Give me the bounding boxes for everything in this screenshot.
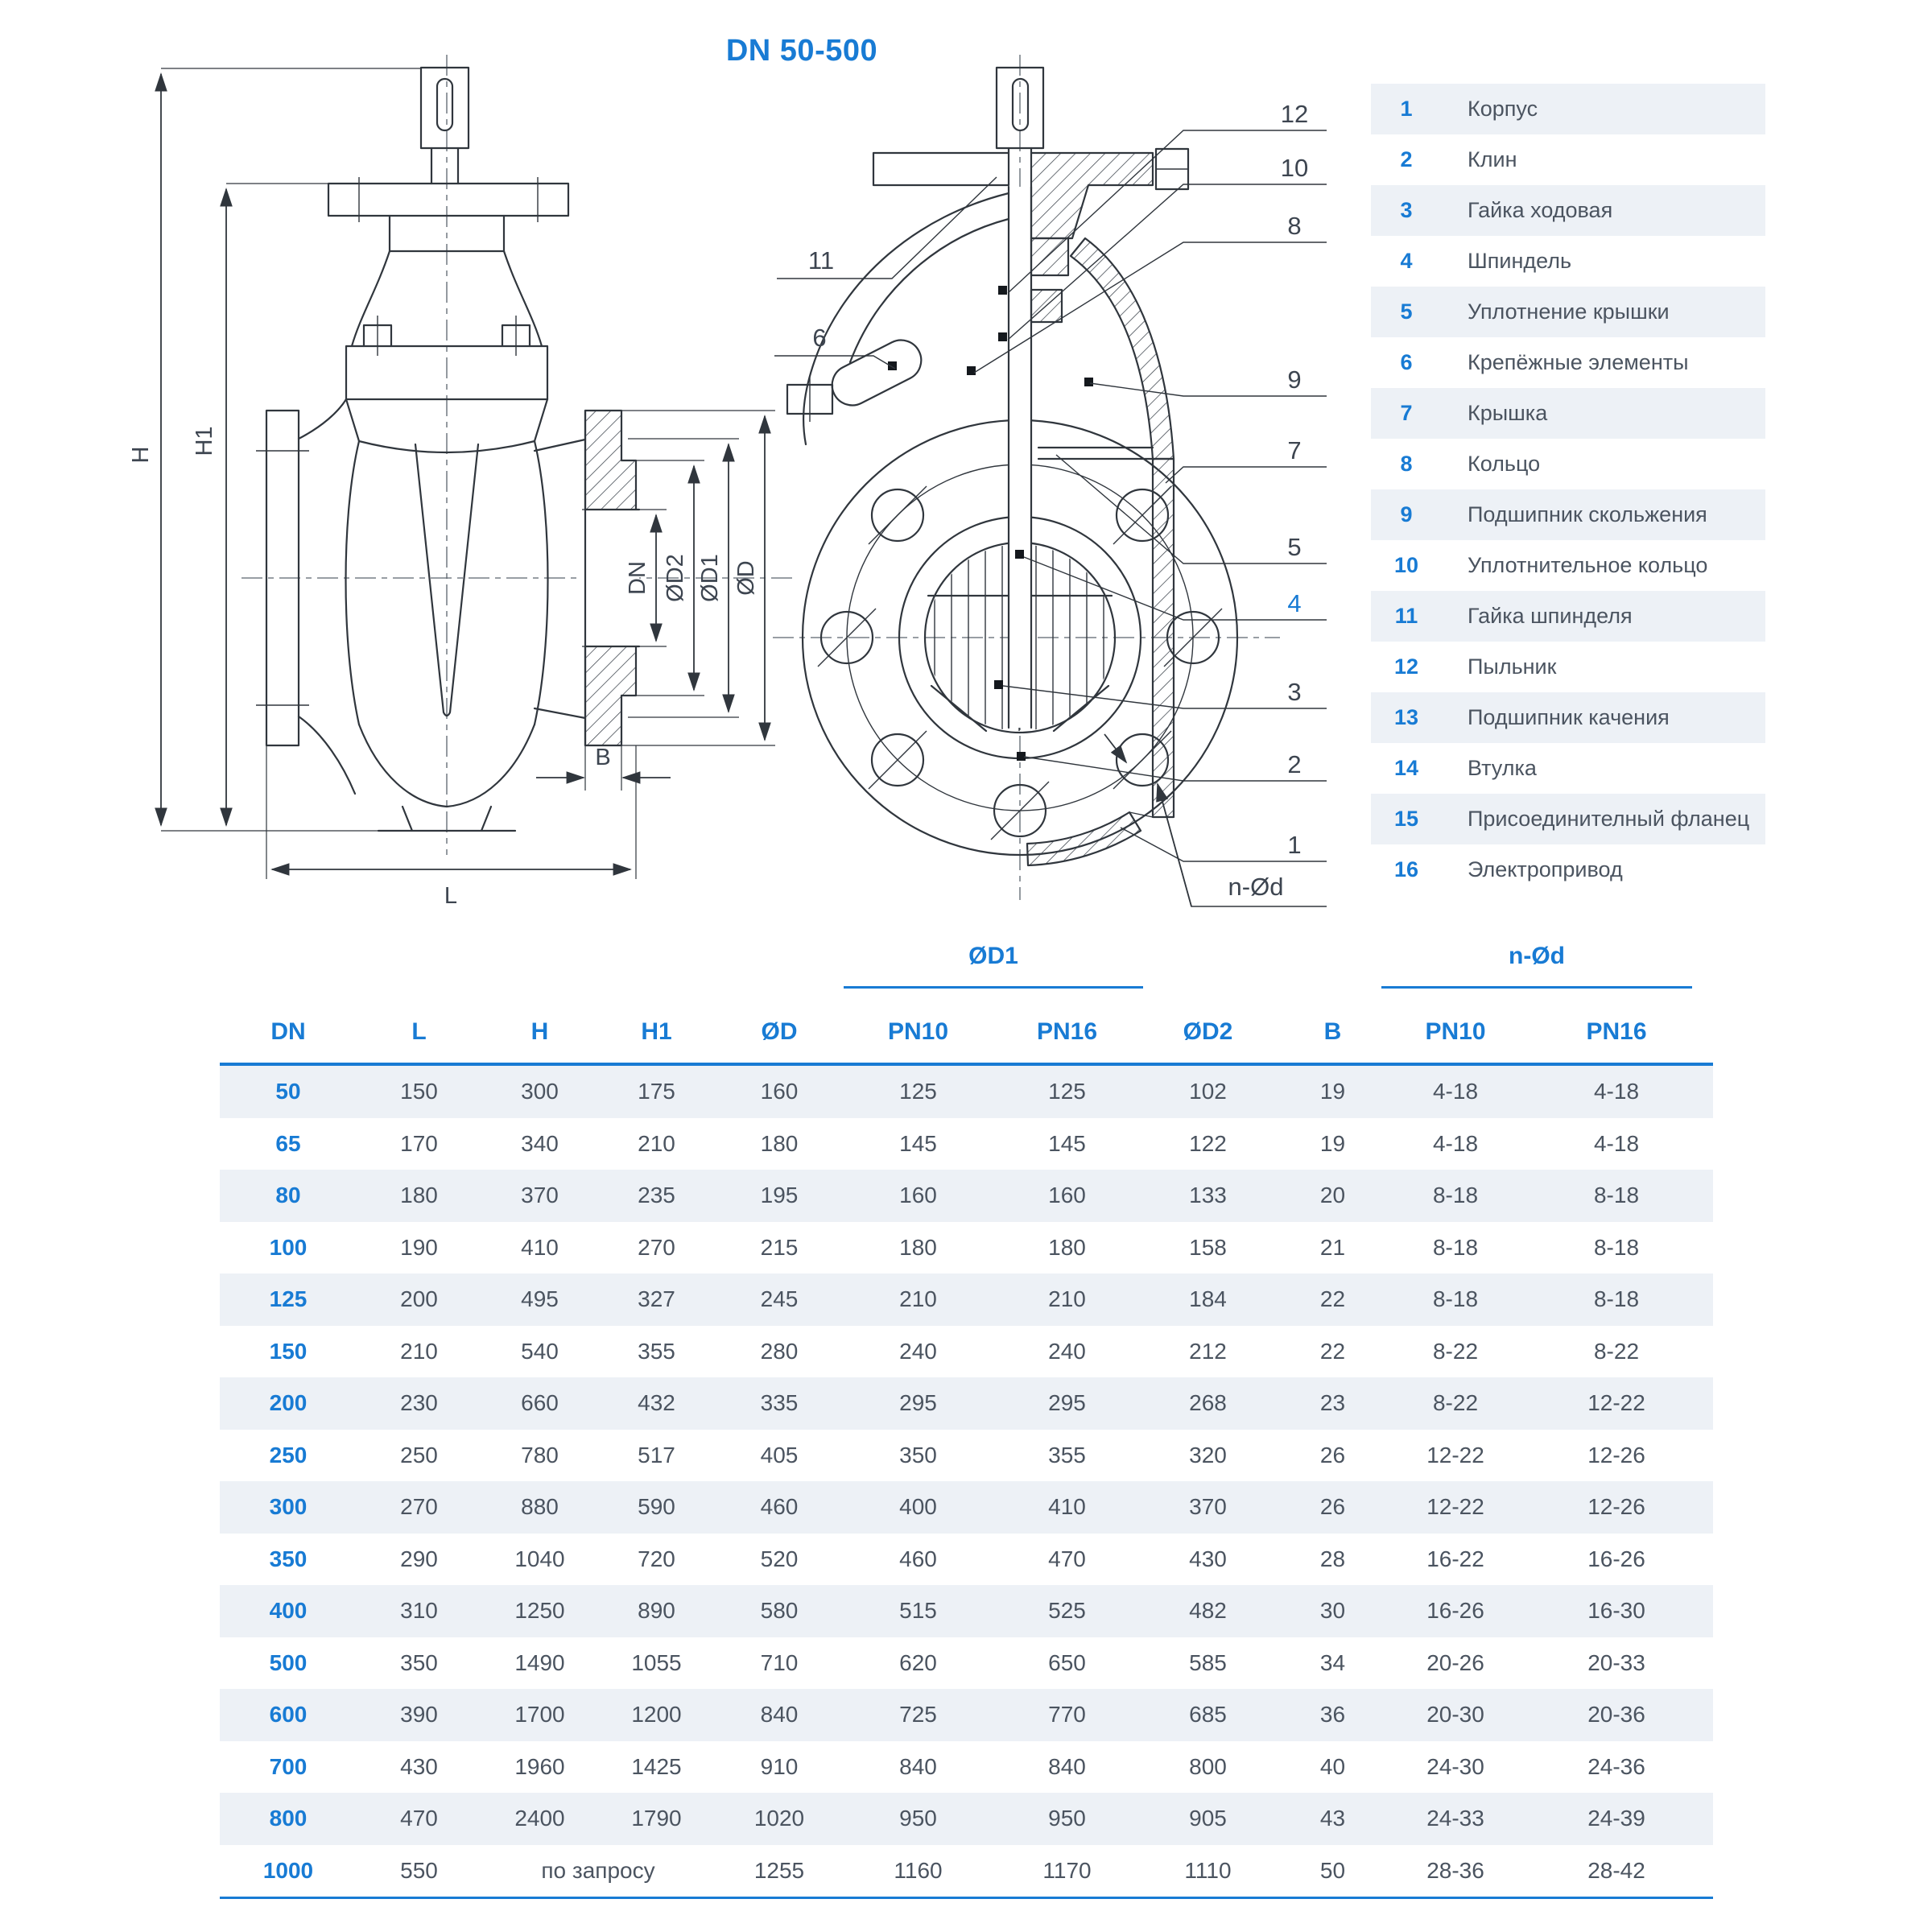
- legend-item-label: Кольцо: [1468, 452, 1541, 476]
- legend-row: [1371, 794, 1765, 844]
- table-cell: 43: [1319, 1806, 1346, 1831]
- legend-item-label: Присоединителный фланец: [1468, 807, 1750, 831]
- table-cell: 470: [1048, 1546, 1086, 1571]
- callout-12: 12: [1280, 100, 1309, 128]
- table-cell: 133: [1189, 1183, 1227, 1208]
- table-cell: 4-18: [1593, 1130, 1640, 1156]
- table-cell: 12-22: [1426, 1442, 1484, 1468]
- table-cell: 517: [638, 1442, 675, 1468]
- table-cell: 20-36: [1587, 1702, 1645, 1728]
- legend-item-number: 7: [1400, 401, 1413, 425]
- group-header-d1: ØD1: [968, 943, 1018, 969]
- callout-6: 6: [812, 324, 827, 352]
- legend-row: [1371, 844, 1765, 895]
- dim-label-h: H: [128, 446, 154, 464]
- legend-row: [1371, 591, 1765, 642]
- table-cell: 24-33: [1426, 1806, 1484, 1831]
- dim-label-d1: ØD1: [697, 554, 723, 602]
- callout-8: 8: [1287, 212, 1302, 240]
- table-row: [220, 1585, 1713, 1637]
- table-cell: 355: [1048, 1442, 1086, 1468]
- table-cell: 8-18: [1593, 1234, 1640, 1260]
- table-cell: 16-26: [1426, 1598, 1484, 1624]
- table-cell: 12-22: [1426, 1494, 1484, 1520]
- table-cell: 660: [521, 1390, 559, 1416]
- col-header-h: H: [530, 1018, 549, 1045]
- legend-item-number: 8: [1400, 452, 1413, 476]
- table-row: [220, 1845, 1713, 1897]
- table-cell: 910: [760, 1753, 799, 1779]
- table-cell: 1110: [1184, 1857, 1232, 1883]
- table-cell: 1170: [1042, 1857, 1092, 1883]
- legend-item-number: 5: [1400, 299, 1413, 324]
- table-cell: 36: [1319, 1702, 1346, 1728]
- table-row: [220, 1793, 1713, 1845]
- table-cell: 840: [899, 1753, 937, 1779]
- col-header-dn: DN: [270, 1018, 306, 1045]
- table-cell: 290: [400, 1546, 438, 1571]
- table-cell: 34: [1319, 1649, 1346, 1675]
- table-cell: 470: [400, 1806, 438, 1831]
- table-cell: 725: [899, 1702, 937, 1728]
- legend-row: [1371, 388, 1765, 439]
- table-cell: 180: [400, 1183, 438, 1208]
- table-cell: 160: [899, 1183, 937, 1208]
- table-cell: 21: [1319, 1234, 1346, 1260]
- table-cell: 8-18: [1432, 1286, 1479, 1312]
- table-cell: 28-36: [1426, 1857, 1484, 1883]
- table-cell: 520: [760, 1546, 799, 1571]
- table-cell: 19: [1319, 1130, 1346, 1156]
- table-cell: 1790: [631, 1806, 682, 1831]
- group-header-nod-line: [1381, 986, 1692, 989]
- table-cell: 26: [1319, 1442, 1346, 1468]
- table-cell: 340: [521, 1130, 559, 1156]
- valve-side-view: [128, 55, 793, 909]
- table-cell: 585: [1189, 1649, 1227, 1675]
- table-cell: 210: [638, 1130, 675, 1156]
- table-cell: 295: [1048, 1390, 1086, 1416]
- valve-section-drawing: [0, 0, 1368, 1006]
- legend-row: [1371, 743, 1765, 794]
- table-cell: 1160: [894, 1857, 943, 1883]
- table-cell: 195: [760, 1183, 799, 1208]
- callout-3: 3: [1287, 678, 1302, 706]
- table-cell: 24-30: [1426, 1753, 1484, 1779]
- legend-item-label: Шпиндель: [1468, 249, 1572, 273]
- table-row: [220, 1377, 1713, 1430]
- dim-label-nod: n-Ød: [1228, 873, 1284, 901]
- callout-2: 2: [1287, 750, 1302, 778]
- table-cell: 1700: [514, 1702, 565, 1728]
- table-cell: 215: [760, 1234, 799, 1260]
- table-cell: 400: [899, 1494, 937, 1520]
- table-cell: 515: [899, 1598, 937, 1624]
- table-cell: 28: [1319, 1546, 1346, 1571]
- legend-row: [1371, 489, 1765, 540]
- legend-row: [1371, 84, 1765, 134]
- table-cell: 8-18: [1593, 1286, 1640, 1312]
- table-cell: 12-26: [1587, 1442, 1645, 1468]
- table-cell: 335: [760, 1390, 799, 1416]
- table-cell: 30: [1319, 1598, 1346, 1624]
- table-cell: 145: [899, 1130, 937, 1156]
- col-header-d2: ØD2: [1183, 1018, 1233, 1045]
- cell-dn: 250: [269, 1442, 308, 1468]
- table-cell: 190: [400, 1234, 438, 1260]
- table-cell: 180: [760, 1130, 799, 1156]
- table-cell: 580: [760, 1598, 799, 1624]
- table-cell: 20-26: [1426, 1649, 1484, 1675]
- legend-item-number: 16: [1393, 857, 1419, 881]
- table-cell: 20-30: [1426, 1702, 1484, 1728]
- table-row: [220, 1481, 1713, 1534]
- table-cell: 180: [899, 1234, 937, 1260]
- legend-row: [1371, 134, 1765, 185]
- table-cell: 16-22: [1426, 1546, 1484, 1571]
- table-cell: 8-18: [1593, 1183, 1640, 1208]
- cell-dn: 80: [275, 1183, 301, 1208]
- legend-item-label: Электропривод: [1468, 857, 1623, 881]
- table-cell: 950: [899, 1806, 937, 1831]
- group-header-d1-line: [844, 986, 1143, 989]
- table-cell: 880: [521, 1494, 559, 1520]
- legend-item-label: Крышка: [1468, 401, 1548, 425]
- col-header-l: L: [411, 1018, 427, 1045]
- table-row: [220, 1118, 1713, 1170]
- table-cell: 370: [521, 1183, 559, 1208]
- table-cell: 720: [638, 1546, 675, 1571]
- table-cell: 235: [638, 1183, 675, 1208]
- dim-label-d2: ØD2: [663, 554, 688, 602]
- table-cell: 460: [899, 1546, 937, 1571]
- legend-item-label: Корпус: [1468, 97, 1538, 121]
- legend-item-number: 3: [1400, 198, 1413, 222]
- table-cell: 300: [521, 1079, 559, 1104]
- table-cell: 12-22: [1587, 1390, 1645, 1416]
- legend-item-label: Пыльник: [1468, 654, 1557, 679]
- col-header-d: ØD: [761, 1018, 798, 1045]
- legend-item-label: Клин: [1468, 147, 1517, 171]
- table-row: [220, 1534, 1713, 1586]
- table-row: [220, 1222, 1713, 1274]
- legend-row: [1371, 185, 1765, 236]
- table-row: [220, 1066, 1713, 1118]
- table-cell: 245: [760, 1286, 799, 1312]
- table-cell: 145: [1048, 1130, 1086, 1156]
- legend-item-number: 2: [1400, 147, 1413, 171]
- table-row: [220, 1741, 1713, 1794]
- table-cell: 1055: [631, 1649, 682, 1675]
- cell-dn: 700: [269, 1753, 308, 1779]
- table-cell: 410: [521, 1234, 559, 1260]
- table-cell: 23: [1319, 1390, 1346, 1416]
- table-cell: 16-26: [1587, 1546, 1645, 1571]
- page-title: DN 50-500: [725, 34, 878, 68]
- legend-row: [1371, 642, 1765, 692]
- table-cell: 22: [1319, 1286, 1346, 1312]
- legend-row: [1371, 692, 1765, 743]
- table-cell: по запросу: [541, 1857, 655, 1883]
- table-row: [220, 1326, 1713, 1378]
- table-cell: 150: [400, 1079, 438, 1104]
- table-cell: 4-18: [1432, 1079, 1479, 1104]
- col-header-b: B: [1323, 1018, 1342, 1045]
- table-cell: 355: [638, 1338, 675, 1364]
- parts-legend: [1371, 84, 1765, 895]
- dim-label-h1: H1: [192, 426, 217, 456]
- table-cell: 320: [1189, 1442, 1227, 1468]
- table-cell: 840: [760, 1702, 799, 1728]
- table-cell: 270: [638, 1234, 675, 1260]
- table-cell: 280: [760, 1338, 799, 1364]
- table-row: [220, 1170, 1713, 1222]
- table-cell: 40: [1319, 1753, 1346, 1779]
- table-cell: 8-18: [1432, 1234, 1479, 1260]
- table-cell: 19: [1319, 1079, 1346, 1104]
- table-cell: 1040: [514, 1546, 565, 1571]
- table-cell: 210: [899, 1286, 937, 1312]
- legend-item-number: 4: [1400, 249, 1413, 273]
- table-cell: 950: [1048, 1806, 1086, 1831]
- cell-dn: 200: [269, 1390, 308, 1416]
- callout-5: 5: [1287, 533, 1302, 561]
- col-header-d1-pn10: PN10: [887, 1018, 949, 1045]
- table-row: [220, 1689, 1713, 1741]
- spec-table-body: [220, 1066, 1713, 1899]
- table-cell: 170: [400, 1130, 438, 1156]
- table-cell: 8-22: [1432, 1390, 1479, 1416]
- legend-item-label: Гайка шпинделя: [1468, 604, 1633, 628]
- table-cell: 20-33: [1587, 1649, 1645, 1675]
- legend-item-label: Подшипник скольжения: [1468, 502, 1707, 526]
- table-cell: 50: [1319, 1857, 1346, 1883]
- table-cell: 24-36: [1587, 1753, 1645, 1779]
- table-cell: 327: [638, 1286, 675, 1312]
- cell-dn: 125: [269, 1286, 308, 1312]
- table-cell: 230: [400, 1390, 438, 1416]
- table-cell: 212: [1189, 1338, 1227, 1364]
- legend-item-label: Крепёжные элементы: [1468, 350, 1689, 374]
- legend-item-number: 13: [1393, 705, 1419, 729]
- table-cell: 525: [1048, 1598, 1086, 1624]
- table-cell: 620: [899, 1649, 937, 1675]
- table-cell: 405: [760, 1442, 799, 1468]
- table-row: [220, 1430, 1713, 1482]
- legend-item-number: 15: [1393, 807, 1419, 831]
- table-cell: 432: [638, 1390, 675, 1416]
- table-cell: 650: [1048, 1649, 1086, 1675]
- cell-dn: 400: [269, 1598, 308, 1624]
- table-cell: 12-26: [1587, 1494, 1645, 1520]
- cell-dn: 150: [269, 1338, 308, 1364]
- table-cell: 122: [1189, 1130, 1227, 1156]
- table-cell: 350: [400, 1649, 438, 1675]
- legend-item-number: 1: [1400, 97, 1413, 121]
- legend-row: [1371, 439, 1765, 489]
- table-cell: 1020: [753, 1806, 805, 1831]
- legend-item-number: 14: [1393, 756, 1419, 780]
- callout-11: 11: [807, 246, 835, 275]
- cell-dn: 500: [269, 1649, 308, 1675]
- cell-dn: 300: [269, 1494, 308, 1520]
- legend-item-label: Втулка: [1468, 756, 1537, 780]
- table-cell: 184: [1189, 1286, 1227, 1312]
- table-cell: 310: [400, 1598, 438, 1624]
- table-cell: 160: [760, 1079, 799, 1104]
- table-cell: 210: [1048, 1286, 1086, 1312]
- table-cell: 800: [1189, 1753, 1227, 1779]
- cell-dn: 50: [275, 1079, 301, 1104]
- cell-dn: 1000: [262, 1857, 314, 1883]
- cell-dn: 600: [269, 1702, 308, 1728]
- dim-label-l: L: [444, 883, 458, 909]
- legend-item-number: 11: [1394, 604, 1418, 628]
- legend-item-number: 10: [1393, 553, 1419, 577]
- legend-row: [1371, 337, 1765, 388]
- table-cell: 482: [1189, 1598, 1227, 1624]
- callout-4: 4: [1287, 589, 1302, 617]
- callout-10: 10: [1280, 154, 1309, 182]
- table-cell: 590: [638, 1494, 675, 1520]
- table-cell: 410: [1048, 1494, 1086, 1520]
- table-cell: 295: [899, 1390, 937, 1416]
- table-cell: 28-42: [1587, 1857, 1645, 1883]
- group-header-nod: n-Ød: [1509, 943, 1565, 969]
- legend-item-number: 6: [1400, 350, 1413, 374]
- col-header-d1-pn16: PN16: [1036, 1018, 1098, 1045]
- legend-item-label: Уплотнительное кольцо: [1468, 553, 1708, 577]
- table-cell: 26: [1319, 1494, 1346, 1520]
- table-cell: 905: [1189, 1806, 1227, 1831]
- table-cell: 2400: [514, 1806, 565, 1831]
- legend-row: [1371, 236, 1765, 287]
- spec-table-header: [220, 1011, 1713, 1053]
- table-cell: 710: [760, 1649, 799, 1675]
- table-cell: 240: [899, 1338, 937, 1364]
- table-cell: 210: [400, 1338, 438, 1364]
- table-cell: 430: [400, 1753, 438, 1779]
- table-cell: 250: [400, 1442, 438, 1468]
- table-cell: 125: [899, 1079, 937, 1104]
- table-cell: 270: [400, 1494, 438, 1520]
- table-cell: 8-22: [1593, 1338, 1640, 1364]
- table-cell: 495: [521, 1286, 559, 1312]
- table-cell: 1425: [631, 1753, 682, 1779]
- table-cell: 350: [899, 1442, 937, 1468]
- table-cell: 268: [1189, 1390, 1227, 1416]
- table-cell: 125: [1048, 1079, 1086, 1104]
- legend-item-number: 12: [1393, 654, 1419, 679]
- cell-dn: 800: [269, 1806, 308, 1831]
- table-cell: 160: [1048, 1183, 1086, 1208]
- table-cell: 4-18: [1432, 1130, 1479, 1156]
- table-cell: 24-39: [1587, 1806, 1645, 1831]
- table-cell: 685: [1189, 1702, 1227, 1728]
- table-cell: 780: [521, 1442, 559, 1468]
- legend-row: [1371, 287, 1765, 337]
- table-row: [220, 1274, 1713, 1326]
- table-cell: 158: [1189, 1234, 1227, 1260]
- table-cell: 1250: [514, 1598, 565, 1624]
- table-cell: 540: [521, 1338, 559, 1364]
- table-cell: 430: [1189, 1546, 1227, 1571]
- col-header-h1: H1: [641, 1018, 672, 1045]
- callout-9: 9: [1287, 365, 1302, 394]
- table-cell: 1490: [514, 1649, 565, 1675]
- table-cell: 102: [1189, 1079, 1227, 1104]
- table-cell: 180: [1048, 1234, 1086, 1260]
- cell-dn: 350: [269, 1546, 308, 1571]
- table-cell: 8-18: [1432, 1183, 1479, 1208]
- legend-row: [1371, 540, 1765, 591]
- table-cell: 550: [400, 1857, 438, 1883]
- col-header-nd-pn16: PN16: [1586, 1018, 1647, 1045]
- legend-item-label: Уплотнение крышки: [1468, 299, 1670, 324]
- table-cell: 16-30: [1587, 1598, 1645, 1624]
- table-cell: 840: [1048, 1753, 1086, 1779]
- table-cell: 22: [1319, 1338, 1346, 1364]
- valve-front-view: [773, 55, 1327, 906]
- table-row: [220, 1637, 1713, 1690]
- col-header-nd-pn10: PN10: [1425, 1018, 1486, 1045]
- table-cell: 8-22: [1432, 1338, 1479, 1364]
- table-cell: 20: [1319, 1183, 1346, 1208]
- table-cell: 200: [400, 1286, 438, 1312]
- table-cell: 4-18: [1593, 1079, 1640, 1104]
- dim-label-dn: DN: [625, 561, 650, 595]
- legend-item-label: Подшипник качения: [1468, 705, 1670, 729]
- table-cell: 770: [1048, 1702, 1086, 1728]
- table-cell: 1960: [514, 1753, 565, 1779]
- table-cell: 240: [1048, 1338, 1086, 1364]
- table-cell: 890: [638, 1598, 675, 1624]
- legend-item-number: 9: [1400, 502, 1413, 526]
- table-cell: 390: [400, 1702, 438, 1728]
- table-cell: 175: [638, 1079, 675, 1104]
- table-cell: 1255: [753, 1857, 805, 1883]
- table-cell: 460: [760, 1494, 799, 1520]
- cell-dn: 100: [269, 1234, 308, 1260]
- table-cell: 370: [1189, 1494, 1227, 1520]
- cell-dn: 65: [275, 1130, 301, 1156]
- callout-1: 1: [1287, 831, 1302, 859]
- legend-item-label: Гайка ходовая: [1468, 198, 1613, 222]
- dim-label-b: B: [595, 745, 611, 770]
- table-cell: 1200: [631, 1702, 682, 1728]
- dim-label-d: ØD: [733, 560, 759, 596]
- callout-7: 7: [1287, 436, 1302, 464]
